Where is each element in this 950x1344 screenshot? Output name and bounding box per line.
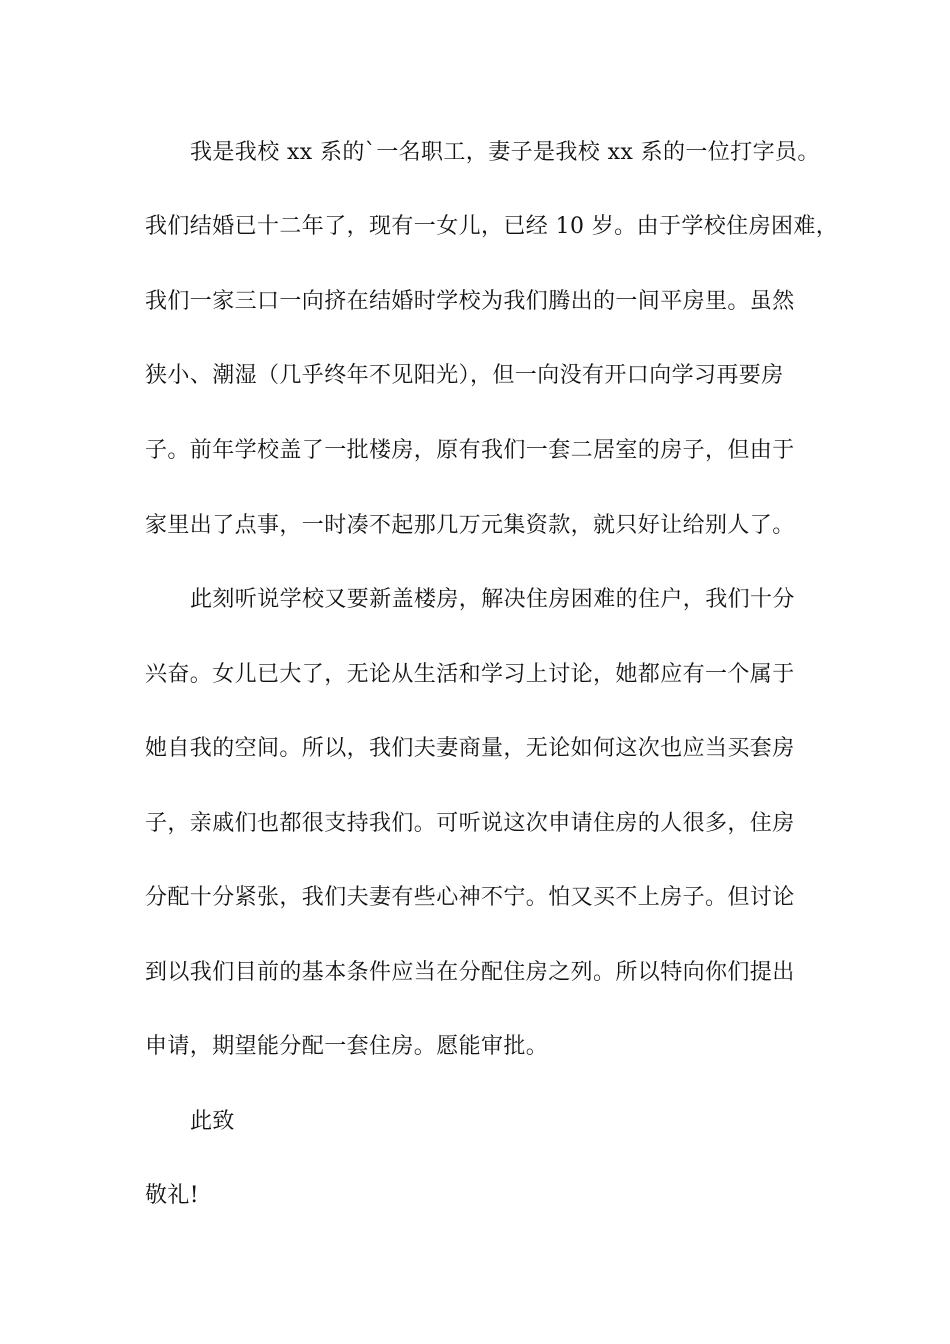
paragraph-1-line-5: 子。前年学校盖了一批楼房，原有我们一套二居室的房子，但由于	[145, 438, 795, 463]
paragraph-2-line-7: 申请，期望能分配一套住房。愿能审批。	[145, 1034, 549, 1059]
paragraph-1-line-1: 我是我校 xx 系的`一名职工，妻子是我校 xx 系的一位打字员。	[190, 140, 820, 165]
paragraph-2-line-2: 兴奋。女儿已大了，无论从生活和学习上讨论，她都应有一个属于	[145, 662, 795, 687]
paragraph-2-line-5: 分配十分紧张，我们夫妻有些心神不宁。怕又买不上房子。但讨论	[145, 885, 795, 910]
closing-text: 此致	[190, 1109, 235, 1134]
salutation-text: 敬礼!	[145, 1183, 200, 1208]
paragraph-2-line-4: 子，亲戚们也都很支持我们。可听说这次申请住房的人很多，住房	[145, 811, 795, 836]
paragraph-2-line-3: 她自我的空间。所以，我们夫妻商量，无论如何这次也应当买套房	[145, 736, 795, 761]
paragraph-1-line-2: 我们结婚已十二年了，现有一女儿，已经 10 岁。由于学校住房困难，	[145, 214, 839, 239]
paragraph-2-line-6: 到以我们目前的基本条件应当在分配住房之列。所以特向你们提出	[145, 960, 795, 985]
paragraph-1-line-4: 狭小、潮湿（几乎终年不见阳光），但一向没有开口向学习再要房	[145, 363, 784, 388]
paragraph-1-line-3: 我们一家三口一向挤在结婚时学校为我们腾出的一间平房里。虽然	[145, 289, 795, 314]
paragraph-1-line-6: 家里出了点事，一时凑不起那几万元集资款，就只好让给别人了。	[145, 513, 795, 538]
paragraph-2-line-1: 此刻听说学校又要新盖楼房，解决住房困难的住户，我们十分	[190, 587, 795, 612]
